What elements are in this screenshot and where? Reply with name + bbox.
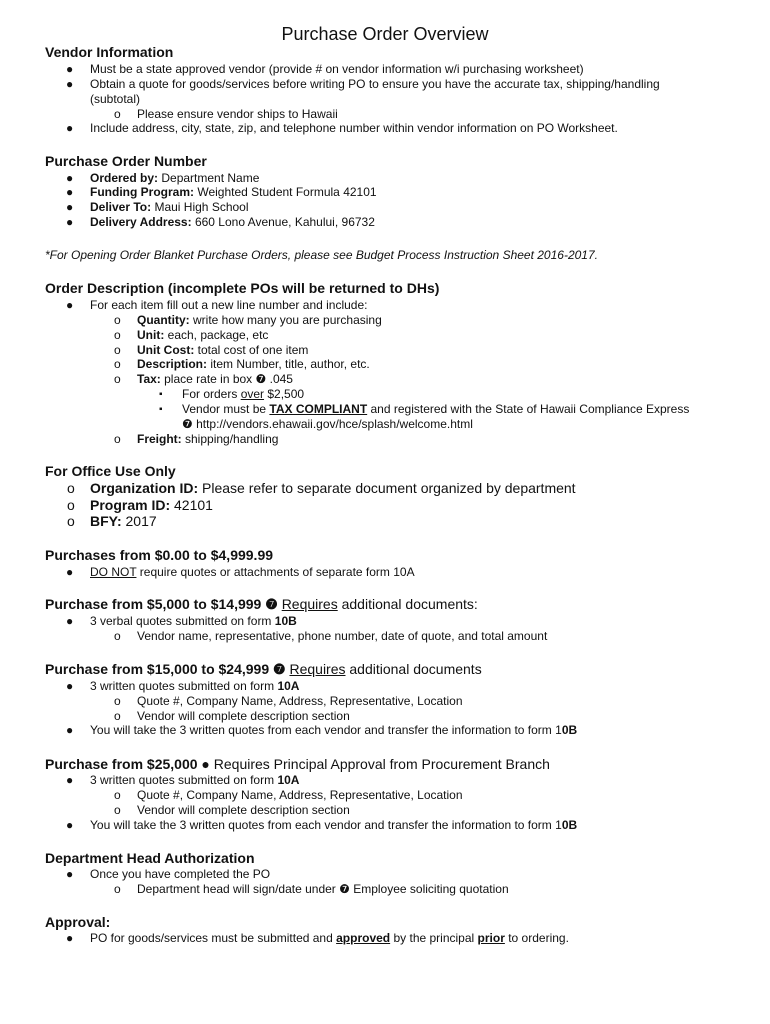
- dept-head-bullet: Once you have completed the PO: [90, 867, 271, 881]
- sub-marker: o: [114, 313, 121, 327]
- tax-compliant-note: Vendor must be TAX COMPLIANT and registered with the State of Hawaii Compliance Express: [182, 402, 690, 416]
- bullet-marker: ●: [66, 679, 74, 693]
- sub-marker: o: [114, 357, 121, 371]
- tier2-bullet-1: 3 verbal quotes submitted on form 10B: [90, 614, 297, 628]
- tier4-sub-bullet-1: Quote #, Company Name, Address, Representative, Location: [137, 788, 463, 802]
- approval-bullet: PO for goods/services must be submitted and approved by the principal prior to ordering.: [90, 931, 569, 945]
- bullet-marker: ●: [66, 298, 74, 312]
- blanket-po-note: *For Opening Order Blanket Purchase Orders, please see Budget Process Instruction Sheet 2016-2017.: [45, 248, 598, 262]
- sub-marker: o: [114, 694, 121, 708]
- tier3-sub-bullet-2: Vendor will complete description section: [137, 709, 350, 723]
- po-item-funding-program: Funding Program: Weighted Student Formula 42101: [90, 185, 377, 199]
- order-item-quantity: Quantity: write how many you are purchasing: [137, 313, 382, 327]
- tier1-bullet: DO NOT require quotes or attachments of separate form 10A: [90, 565, 415, 579]
- sub-marker: o: [114, 432, 121, 446]
- tier4-heading: Purchase from $25,000 ● Requires Principal Approval from Procurement Branch: [45, 756, 550, 772]
- tier4-bullet-2: You will take the 3 written quotes from each vendor and transfer the information to form 10B: [90, 818, 578, 832]
- sub-marker: o: [114, 709, 121, 723]
- sub-marker: o: [67, 497, 75, 513]
- order-description-heading: Order Description (incomplete POs will be returned to DHs): [45, 280, 440, 296]
- order-description-intro: For each item fill out a new line number and include:: [90, 298, 368, 312]
- po-item-ordered-by: Ordered by: Department Name: [90, 171, 260, 185]
- tier3-sub-bullet-1: Quote #, Company Name, Address, Representative, Location: [137, 694, 463, 708]
- bullet-marker: ●: [66, 185, 74, 199]
- office-use-heading: For Office Use Only: [45, 463, 176, 479]
- office-bfy: BFY: 2017: [90, 513, 157, 529]
- office-organization-id: Organization ID: Please refer to separate document organized by department: [90, 480, 576, 496]
- bullet-marker: ●: [66, 62, 74, 76]
- tier4-sub-bullet-2: Vendor will complete description section: [137, 803, 350, 817]
- page-title: Purchase Order Overview: [281, 24, 489, 44]
- order-item-freight: Freight: shipping/handling: [137, 432, 279, 446]
- tier3-heading: Purchase from $15,000 to $24,999 ❼ Requires additional documents: [45, 661, 482, 677]
- bullet-marker: ●: [66, 215, 74, 229]
- sub-marker: o: [114, 882, 121, 896]
- tax-orders-over: For orders over $2,500: [182, 387, 305, 401]
- bullet-marker: ●: [66, 614, 74, 628]
- compliance-express-url: ❼ http://vendors.ehawaii.gov/hce/splash/welcome.html: [182, 417, 473, 431]
- sub-marker: o: [67, 513, 75, 529]
- dept-head-sub-bullet: Department head will sign/date under ❼ Employee soliciting quotation: [137, 882, 509, 896]
- sub-marker: o: [114, 343, 121, 357]
- sub-marker: o: [114, 803, 121, 817]
- tier4-bullet-1: 3 written quotes submitted on form 10A: [90, 773, 300, 787]
- sub-marker: o: [114, 107, 121, 121]
- vendor-heading: Vendor Information: [45, 44, 174, 60]
- sub-marker: o: [114, 629, 121, 643]
- bullet-marker: ●: [66, 121, 74, 135]
- tier3-bullet-1: 3 written quotes submitted on form 10A: [90, 679, 300, 693]
- square-marker: ▪: [159, 389, 163, 400]
- vendor-bullet-3: Include address, city, state, zip, and telephone number within vendor information on PO Worksheet.: [90, 121, 618, 135]
- sub-marker: o: [114, 788, 121, 802]
- vendor-bullet-2: Obtain a quote for goods/services before writing PO to ensure you have the accurate tax, shipping/handling: [90, 77, 660, 91]
- bullet-marker: ●: [66, 931, 74, 945]
- tier1-heading: Purchases from $0.00 to $4,999.99: [45, 547, 274, 563]
- approval-heading: Approval:: [45, 914, 111, 930]
- po-item-delivery-address: Delivery Address: 660 Lono Avenue, Kahului, 96732: [90, 215, 375, 229]
- vendor-bullet-1: Must be a state approved vendor (provide # on vendor information w/i purchasing worksheet): [90, 62, 584, 76]
- order-item-unit-cost: Unit Cost: total cost of one item: [137, 343, 309, 357]
- office-program-id: Program ID: 42101: [90, 497, 213, 513]
- vendor-bullet-2-cont: (subtotal): [90, 92, 141, 106]
- order-item-unit: Unit: each, package, etc: [137, 328, 269, 342]
- po-item-deliver-to: Deliver To: Maui High School: [90, 200, 249, 214]
- sub-marker: o: [67, 480, 75, 496]
- order-item-tax: Tax: place rate in box ❼ .045: [137, 372, 293, 386]
- order-item-description: Description: item Number, title, author, etc.: [137, 357, 370, 371]
- bullet-marker: ●: [66, 200, 74, 214]
- bullet-marker: ●: [66, 867, 74, 881]
- bullet-marker: ●: [66, 77, 74, 91]
- bullet-marker: ●: [66, 723, 74, 737]
- po-number-heading: Purchase Order Number: [45, 153, 207, 169]
- bullet-marker: ●: [66, 565, 74, 579]
- tier3-bullet-2: You will take the 3 written quotes from each vendor and transfer the information to form 10B: [90, 723, 578, 737]
- bullet-marker: ●: [66, 171, 74, 185]
- vendor-sub-bullet: Please ensure vendor ships to Hawaii: [137, 107, 338, 121]
- bullet-marker: ●: [66, 773, 74, 787]
- dept-head-heading: Department Head Authorization: [45, 850, 255, 866]
- tier2-heading: Purchase from $5,000 to $14,999 ❼ Requires additional documents:: [45, 596, 478, 612]
- sub-marker: o: [114, 372, 121, 386]
- square-marker: ▪: [159, 404, 163, 415]
- bullet-marker: ●: [66, 818, 74, 832]
- tier2-sub-bullet: Vendor name, representative, phone number, date of quote, and total amount: [137, 629, 548, 643]
- sub-marker: o: [114, 328, 121, 342]
